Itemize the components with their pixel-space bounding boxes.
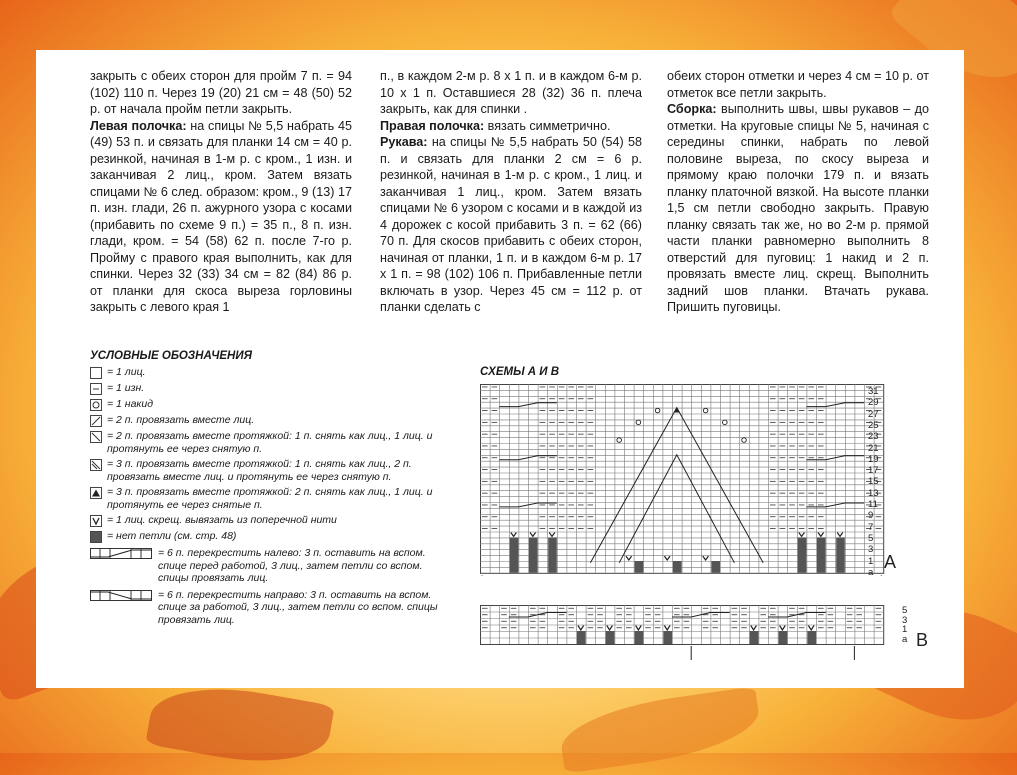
legend-text: = нет петли (см. стр. 48) (107, 530, 237, 542)
row-number: 27 (868, 408, 879, 420)
row-number: 15 (868, 476, 879, 488)
row-number: 21 (868, 442, 879, 454)
text-column-2 (380, 68, 642, 316)
scheme-a-label: А (884, 552, 897, 572)
legend-text: = 6 п. перекрестить налево: 3 п. оставить на вспом. спице перед работой, 3 лиц., затем петли со вспом. спицы провязать лиц. (158, 547, 426, 584)
row-number: 13 (868, 487, 879, 499)
paragraph-text: п., в каждом 2-м р. 8 х 1 п. и в каждом 6-м р. 10 х 1 п. Оставшиеся 28 (32) 36 п. плеча закрыть, как для спинки . (380, 69, 642, 116)
cable-right-icon (90, 590, 152, 601)
legend-item (90, 514, 450, 527)
double-backslash-square-icon (90, 459, 102, 471)
paragraph-text: на спицы № 5,5 набрать 50 (54) 58 п. и связать для планки 2 см = 6 р. резинкой, начиная в 1-м р. с кром., 1 лиц. и заканчивая 1 лиц., кром. Затем вязать спицами № 6 узором с косами и в каждой из 4 дорожек с косой прибавить 3 п. = 62 (66) 70 п. Для скосов прибавить с обеих сторон, начиная от планки, 1 п. и в каждом 6-м р. 17 х 1 п. = 98 (102) 106 п. Прибавленные петли включать в узор. Через 45 см = 112 р. от планки сделать с (380, 135, 642, 314)
no-stitch-cell (635, 561, 644, 573)
scheme-b-chart (480, 605, 886, 667)
page-sheet (36, 50, 964, 688)
no-stitch-cell (635, 631, 644, 644)
no-stitch-cell (577, 631, 586, 644)
no-stitch-cell (836, 537, 845, 572)
row-number: 5 (868, 532, 874, 544)
legend-text: = 3 п. провязать вместе протяжкой: 1 п. снять как лиц., 2 п. провязать вместе лиц. и протянуть ее через снятую п. (107, 458, 412, 483)
row-number: 25 (868, 419, 879, 431)
legend-item (90, 414, 450, 427)
row-number: 11 (868, 499, 878, 510)
section-heading: Левая полочка: (90, 118, 187, 133)
legend-text: = 1 лиц. (107, 366, 146, 378)
paragraph (380, 68, 642, 118)
legend-text: = 1 накид (107, 398, 154, 410)
backslash-square-icon (90, 431, 102, 443)
paragraph-text: закрыть с обеих сторон для пройм 7 п. = 94 (102) 110 п. Через 19 (20) 21 см = 48 (50) 52 р. от начала пройм петли закрыть. (90, 69, 352, 116)
legend-item (90, 430, 450, 455)
row-number: 1 (868, 555, 874, 567)
legend-item (90, 398, 450, 411)
legend (90, 350, 450, 629)
row-number: 9 (868, 510, 874, 522)
arrow-head (878, 575, 884, 576)
paragraph (90, 118, 352, 316)
no-stitch-cell (663, 631, 672, 644)
paragraph (380, 134, 642, 316)
paragraph (667, 101, 929, 316)
dash-square-icon (90, 383, 102, 395)
v-square-icon (90, 515, 102, 527)
paragraph-text: на спицы № 5,5 набрать 45 (49) 53 п. и связать для планки 14 см = 40 р. резинкой, начиная в 1-м р. с кром., 1 изн. и заканчивая 2 лиц., кром. Затем вязать спицами № 6 след. образом: кром., 9 (13) 17 п. изн. глади, 26 п. ажурного узора с косами (прибавить по схеме 9 п.) = 35 п., 8 п. изн. глади, кром. = 54 (58) 62 п. после 7-го р. Пройму с правого края выполнить, как для спинки. Через 32 (33) 34 см = 82 (84) 86 р. от планки для скоса выреза горловины закрыть с левого края 1 (90, 118, 352, 314)
legend-item (90, 458, 450, 483)
no-stitch-cell (798, 537, 807, 572)
scheme-a-chart (480, 384, 886, 576)
legend-text: = 1 лиц. скрещ. вывязать из поперечной нити (107, 514, 337, 526)
row-number: а (868, 566, 874, 578)
no-stitch-cell (750, 631, 759, 644)
no-stitch-cell (711, 561, 720, 573)
no-stitch-cell (673, 561, 682, 573)
section-heading: Правая полочка: (380, 118, 485, 133)
legend-text: = 6 п. перекрестить направо: 3 п. оставить на вспом. спице за работой, 3 лиц., затем петли со вспом. спицы провязать лиц. (158, 588, 438, 626)
legend-item (90, 486, 450, 511)
paragraph (667, 68, 929, 101)
no-stitch-cell (606, 631, 615, 644)
row-number: 7 (868, 521, 874, 533)
legend-item (90, 366, 450, 379)
paragraph (90, 68, 352, 118)
row-number: 23 (868, 431, 879, 443)
row-number: а (902, 633, 908, 645)
filled-square-icon (90, 531, 102, 543)
row-number: 3 (868, 544, 874, 556)
no-stitch-cell (779, 631, 788, 644)
schemes-title: СХЕМЫ А И В (480, 366, 560, 378)
legend-text: = 1 изн. (107, 382, 145, 394)
row-number: 19 (868, 453, 879, 465)
paragraph-text: вязать симметрично. (484, 118, 611, 133)
empty-square-icon (90, 367, 102, 379)
scheme-b-label: В (916, 630, 929, 650)
row-number: 29 (868, 397, 879, 409)
row-number: 5 (902, 605, 908, 616)
triangle-square-icon (90, 487, 102, 499)
text-column-3 (667, 68, 929, 316)
cable-left-icon (90, 548, 152, 559)
no-stitch-cell (548, 537, 557, 572)
legend-item (90, 530, 450, 543)
legend-text: = 2 п. провязать вместе лиц. (107, 414, 255, 426)
paragraph (380, 118, 642, 135)
leaf-decoration (557, 686, 763, 773)
legend-item (90, 589, 450, 627)
legend-text: = 3 п. провязать вместе протяжкой: 2 п. снять как лиц., 1 лиц. и протянуть ее через снятые п. (107, 486, 433, 511)
legend-title: УСЛОВНЫЕ ОБОЗНАЧЕНИЯ (90, 350, 252, 362)
no-stitch-cell (510, 537, 519, 572)
section-heading: Рукава: (380, 135, 428, 149)
section-heading: Сборка: (667, 102, 717, 116)
text-column-1 (90, 68, 352, 316)
no-stitch-cell (529, 537, 538, 572)
arrow-head (480, 575, 485, 576)
no-stitch-cell (817, 537, 826, 572)
paragraph-text: выполнить швы, швы рукавов – до отметки. На круговые спицы № 5, начиная с середины спинки, набрать по левой половине выреза, по скосу выреза и прямому краю полочки 179 п. и вязать планку платочной вязкой. На высоте планки 1,5 см петли свободно закрыть. Правую планку связать так же, но во 2-м р. прямой части планки равномерно выполнить 8 отверстий для пуговиц: 1 накид и 2 п. провязать вместе лиц. скрещ. Выполнить задний шов планки. Втачать рукава. Пришить пуговицы. (667, 102, 929, 314)
legend-text: = 2 п. провязать вместе протяжкой: 1 п. снять как лиц., 1 лиц. и протянуть ее через снятую п. (107, 430, 433, 455)
row-number: 31 (868, 386, 879, 397)
legend-item (90, 382, 450, 395)
legend-item (90, 547, 450, 585)
paragraph-text: обеих сторон отметки и через 4 см = 10 р. от отметок все петли закрыть. (667, 69, 929, 100)
no-stitch-cell (807, 631, 816, 644)
slash-square-icon (90, 415, 102, 427)
row-number: 1 (902, 624, 908, 635)
row-number: 3 (902, 614, 908, 626)
circle-square-icon (90, 399, 102, 411)
leaf-decoration (145, 675, 334, 775)
row-number: 17 (868, 465, 879, 477)
